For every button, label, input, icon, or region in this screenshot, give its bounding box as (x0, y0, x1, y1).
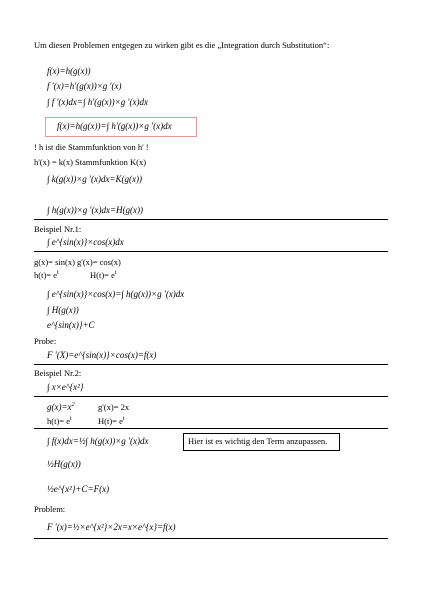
example1-step1: ∫ e^{sin(x)}×cos(x)=∫ h(g(x))×g ′(x)dx (47, 289, 185, 299)
example2-h-a (47, 417, 72, 426)
note-stammfunktion: ! h ist die Stammfunktion von h' ! (34, 142, 149, 152)
text: h(t)= e (34, 270, 57, 280)
example1-integral: ∫ e^{sin(x)}×cos(x)dx (47, 237, 124, 247)
example2-step2: ½H(g(x)) (47, 459, 81, 469)
example2-h-b (98, 417, 125, 426)
note-box-text: Hier ist es wichtig den Term anzupassen. (188, 436, 328, 446)
text: H(t)= e (98, 416, 123, 426)
text: h(t)= e (47, 416, 70, 426)
example2-title: Beispiel Nr.2: (34, 368, 82, 378)
divider (34, 364, 388, 365)
eq-f-def: f(x)=h(g(x)) (47, 66, 91, 76)
example1-h-a (34, 271, 59, 280)
exponent: t (122, 416, 125, 423)
divider (34, 538, 388, 539)
example1-step2: ∫ H(g(x)) (47, 305, 79, 315)
example1-title: Beispiel Nr.1: (34, 224, 82, 234)
problem-eq: F ′(x)=½×e^{x²}×2x=x×e^{x}=f(x) (47, 522, 176, 532)
text: g(x)=x (47, 402, 72, 412)
exponent: t (56, 270, 59, 277)
problem-label: Problem: (34, 504, 66, 514)
divider (34, 251, 388, 252)
example1-h-b (90, 271, 117, 280)
example1-step3: e^{sin(x)}+C (47, 320, 95, 330)
divider (34, 428, 388, 429)
example2-step1: ∫ f(x)dx=½∫ h(g(x))×g ′(x)dx (47, 436, 149, 446)
exponent: t (69, 416, 72, 423)
divider (34, 219, 388, 220)
eq-h-integral: ∫ h(g(x))×g ′(x)dx=H(g(x)) (47, 205, 144, 215)
eq-boxed: f(x)=h(g(x))=∫ h′(g(x))×g ′(x)dx (57, 121, 172, 131)
text: H(t)= e (90, 270, 115, 280)
eq-k-integral: ∫ k(g(x))×g ′(x)dx=K(g(x)) (47, 174, 143, 184)
probe-label: Probe: (34, 336, 57, 346)
note-k: h'(x) = k(x) Stammfunktion K(x) (34, 157, 147, 167)
example2-step3: ½e^{x²}+C=F(x) (47, 484, 110, 494)
probe-eq: F ′(X)=e^{sin(x)}×cos(x)=f(x) (47, 350, 157, 360)
example2-g-b: g'(x)= 2x (98, 402, 130, 412)
divider (34, 396, 388, 397)
example2-g-a (47, 403, 75, 412)
eq-f-derivative: f ′(x)=h′(g(x))×g ′(x) (47, 81, 122, 91)
example2-integral: ∫ x×e^{x²} (47, 382, 84, 392)
intro-text: Um diesen Problemen entgegen zu wirken gibt es die „Integration durch Substitution“: (34, 40, 330, 50)
example1-g: g(x)= sin(x) g'(x)= cos(x) (34, 257, 121, 267)
exponent: t (114, 270, 117, 277)
exponent: 2 (71, 402, 75, 408)
eq-integral: ∫ f ′(x)dx=∫ h′(g(x))×g ′(x)dx (47, 97, 148, 107)
